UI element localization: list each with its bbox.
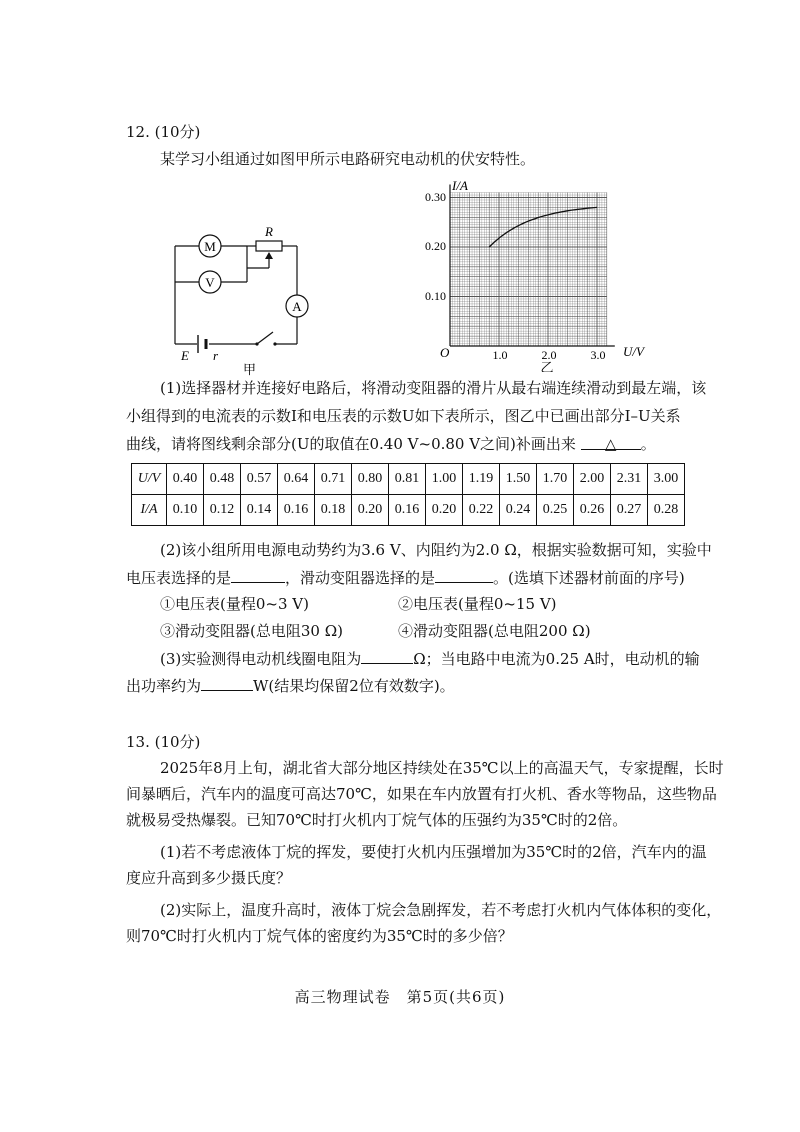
table-cell: 0.24 (500, 495, 537, 526)
q12-part3-line1 (160, 647, 700, 670)
table-cell: 0.80 (352, 464, 389, 495)
x-tick-3: 3.0 (590, 348, 606, 362)
option-3: ③滑动变阻器(总电阻30 Ω) (160, 622, 343, 640)
label-E: E (181, 348, 189, 363)
y-tick-1: 0.10 (425, 289, 446, 303)
q12-part3-text-b: Ω；当电路中电流为0.25 A时，电动机的输 (413, 650, 700, 668)
q12-part2-text-a: 电压表选择的是 (126, 569, 232, 587)
table-cell: 0.20 (426, 495, 463, 526)
answer-blank-rheostat[interactable] (435, 566, 493, 583)
table-cell: 1.50 (500, 464, 537, 495)
table-row-i (132, 495, 685, 526)
q12-number: 12. (10分) (126, 123, 201, 141)
option-1: ①电压表(量程0~3 V) (160, 595, 309, 613)
y-tick-3: 0.30 (425, 190, 446, 204)
graph-xlabel: U/V (623, 344, 644, 359)
q12-part3-text-a: (3)实验测得电动机线圈电阻为 (160, 650, 362, 668)
q13-number: 13. (10分) (126, 733, 201, 751)
table-cell: 0.26 (574, 495, 611, 526)
q13-part1-line2: 度应升高到多少摄氏度？ (126, 869, 292, 887)
table-cell: 1.19 (463, 464, 500, 495)
q13-part2-line1: (2)实际上，温度升高时，液体丁烷会急剧挥发，若不考虑打火机内气体体积的变化， (160, 901, 722, 919)
table-cell: 0.20 (352, 495, 389, 526)
table-cell: 1.00 (426, 464, 463, 495)
graph-caption: 乙 (540, 360, 554, 372)
q12-part3-text-c: 出功率约为 (126, 677, 202, 695)
q12-intro: 某学习小组通过如图甲所示电路研究电动机的伏安特性。 (160, 150, 536, 168)
q12-part1-line3 (126, 433, 656, 455)
graph-ylabel: I/A (452, 178, 468, 193)
table-cell: 0.18 (315, 495, 352, 526)
table-cell: 0.40 (167, 464, 204, 495)
table-cell: 0.22 (463, 495, 500, 526)
table-cell: 0.27 (611, 495, 648, 526)
q13-line1: 2025年8月上旬，湖北省大部分地区持续处在35℃以上的高温天气，专家提醒，长时 (160, 759, 724, 777)
table-cell: 0.81 (389, 464, 426, 495)
x-tick-1: 1.0 (492, 348, 508, 362)
table-cell: 0.25 (537, 495, 574, 526)
q12-part3-text-d: W(结果均保留2位有效数字)。 (253, 677, 455, 695)
q13-part2-line2: 则70℃时打火机内丁烷气体的密度约为35℃时的多少倍？ (126, 927, 513, 945)
table-cell: 0.16 (389, 495, 426, 526)
q12-part2-text-c: 。(选填下述器材前面的序号) (493, 569, 685, 587)
answer-blank-power[interactable] (201, 674, 253, 691)
label-r: r (213, 348, 219, 363)
circuit-diagram (165, 220, 325, 380)
table-cell: 0.71 (315, 464, 352, 495)
q12-part2-line2 (126, 566, 685, 589)
y-tick-2: 0.20 (425, 239, 446, 253)
option-4: ④滑动变阻器(总电阻200 Ω) (398, 622, 591, 640)
answer-blank-curve[interactable] (581, 433, 641, 453)
x-tick-2: 2.0 (541, 348, 557, 362)
q12-part1-line1: (1)选择器材并连接好电路后，将滑动变阻器的滑片从最右端连续滑动到最左端，该 (160, 379, 707, 397)
table-cell: 2.31 (611, 464, 648, 495)
table-cell: 0.10 (167, 495, 204, 526)
graph-origin: O (440, 345, 450, 360)
triangle-mark: △ (604, 435, 617, 453)
q13-line3: 就极易受热爆裂。已知70℃时打火机内丁烷气体的压强约为35℃时的2倍。 (126, 811, 628, 829)
table-cell: 0.14 (241, 495, 278, 526)
table-header-i: I/A (132, 495, 167, 526)
table-cell: 0.48 (204, 464, 241, 495)
table-header-u: U/V (132, 464, 167, 495)
iu-graph (410, 176, 660, 372)
page-footer: 高三物理试卷 第5页(共6页) (294, 988, 506, 1006)
table-cell: 2.00 (574, 464, 611, 495)
q12-part1-line2: 小组得到的电流表的示数I和电压表的示数U如下表所示，图乙中已画出部分I–U关系 (126, 407, 681, 425)
q13-line2: 间暴晒后，汽车内的温度可高达70℃，如果在车内放置有打火机、香水等物品，这些物品 (126, 785, 717, 803)
circuit-caption: 甲 (243, 362, 257, 377)
q12-part2-line1: (2)该小组所用电源电动势约为3.6 V、内阻约为2.0 Ω，根据实验数据可知，实验中 (160, 541, 712, 559)
q12-part1-end: 。 (640, 435, 656, 453)
table-cell: 1.70 (537, 464, 574, 495)
table-row-u (132, 464, 685, 495)
ammeter-symbol: A (292, 299, 302, 314)
table-cell: 0.64 (278, 464, 315, 495)
table-cell: 3.00 (648, 464, 685, 495)
motor-symbol: M (204, 239, 216, 254)
option-2: ②电压表(量程0~15 V) (398, 595, 557, 613)
q12-part2-text-b: ，滑动变阻器选择的是 (285, 569, 436, 587)
graph-grid (450, 185, 615, 346)
voltmeter-symbol: V (205, 275, 215, 290)
q12-part1-line3-text: 曲线，请将图线剩余部分(U的取值在0.40 V~0.80 V之间)补画出来 (126, 435, 576, 453)
q12-part3-line2 (126, 674, 455, 697)
q13-part1-line1: (1)若不考虑液体丁烷的挥发，要使打火机内压强增加为35℃时的2倍，汽车内的温 (160, 843, 707, 861)
answer-blank-resistance[interactable] (361, 647, 413, 664)
table-cell: 0.16 (278, 495, 315, 526)
answer-blank-voltmeter[interactable] (231, 566, 285, 583)
label-R: R (265, 224, 273, 239)
iu-data-table (131, 463, 685, 526)
table-cell: 0.57 (241, 464, 278, 495)
table-cell: 0.28 (648, 495, 685, 526)
table-cell: 0.12 (204, 495, 241, 526)
